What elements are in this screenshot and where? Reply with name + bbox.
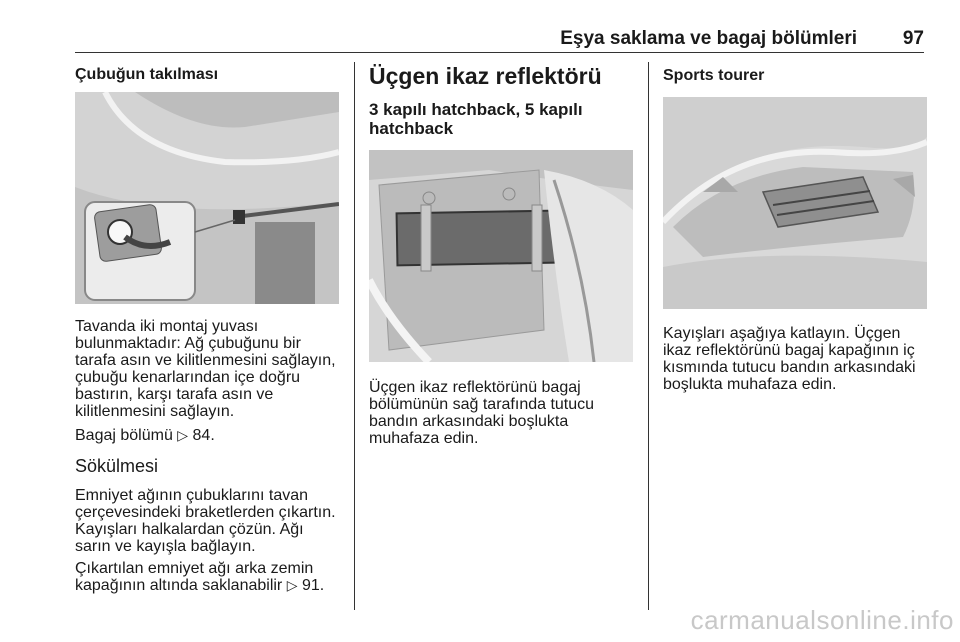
arrow-ref-icon: ▷ bbox=[177, 427, 189, 443]
text-line: Tavanda iki montaj yuvası bbox=[75, 318, 259, 335]
subtitle-line: hatchback bbox=[369, 119, 454, 138]
text-line: Kayışları aşağıya katlayın. Üçgen bbox=[663, 325, 901, 342]
column-1 bbox=[75, 62, 343, 594]
text-line: kısmında tutucu bandın arkasındaki bbox=[663, 359, 916, 376]
column-2 bbox=[369, 62, 633, 447]
cross-reference[interactable] bbox=[75, 577, 343, 594]
text-line: kilitlenmesini sağlayın. bbox=[75, 403, 235, 420]
text-line: Çıkartılan emniyet ağı arka zemin bbox=[75, 560, 314, 577]
text-line: bulunmaktadır: Ağ çubuğunu bir bbox=[75, 335, 301, 352]
text-line: tarafa asın ve kilitlenmesini sağlayın, bbox=[75, 352, 336, 369]
text-line: çubuğu kenarlarından içe doğru bbox=[75, 369, 301, 386]
column-separator-2 bbox=[648, 62, 649, 610]
sports-tourer-reflector-illustration bbox=[663, 97, 927, 309]
text-line: muhafaza edin. bbox=[369, 430, 479, 447]
paragraph bbox=[663, 325, 927, 393]
cross-reference[interactable] bbox=[75, 427, 343, 444]
column-separator-1 bbox=[354, 62, 355, 610]
section-title: Üçgen ikaz reflektörü bbox=[369, 63, 602, 89]
page-header-title: Eşya saklama ve bagaj bölümleri bbox=[560, 28, 857, 49]
page-number: 97 bbox=[902, 28, 924, 49]
column-3 bbox=[663, 62, 927, 393]
text-line: boşlukta muhafaza edin. bbox=[663, 376, 837, 393]
paragraph-1 bbox=[75, 318, 343, 420]
section-heading: Sports tourer bbox=[663, 67, 765, 84]
text-line: Kayışları halkalardan çözün. Ağı bbox=[75, 521, 304, 538]
text-line: Üçgen ikaz reflektörünü bagaj bbox=[369, 379, 581, 396]
text-line: bastırın, karşı tarafa asın ve bbox=[75, 386, 274, 403]
subheading: Sökülmesi bbox=[75, 456, 159, 476]
section-subtitle bbox=[369, 100, 633, 138]
text-line: Emniyet ağının çubuklarını tavan bbox=[75, 487, 309, 504]
header-rule bbox=[75, 52, 924, 53]
text-line: bandın arkasındaki boşlukta bbox=[369, 413, 569, 430]
paragraph-2 bbox=[75, 487, 343, 555]
hatchback-reflector-illustration bbox=[369, 150, 633, 362]
reference-text: Bagaj bölümü bbox=[75, 427, 173, 444]
net-bar-illustration bbox=[75, 92, 339, 304]
text-line: ikaz reflektörünü bagaj kapağının iç bbox=[663, 342, 915, 359]
watermark-text: carmanualsonline.info bbox=[690, 605, 954, 635]
section-heading: Çubuğun takılması bbox=[75, 66, 219, 83]
text-line: sarın ve kayışla bağlayın. bbox=[75, 538, 256, 555]
text-line: bölümünün sağ tarafında tutucu bbox=[369, 396, 595, 413]
arrow-ref-icon: ▷ bbox=[286, 577, 298, 593]
subtitle-line: 3 kapılı hatchback, 5 kapılı bbox=[369, 100, 583, 119]
reference-page: 91. bbox=[301, 577, 325, 594]
paragraph-3 bbox=[75, 560, 343, 594]
reference-page: 84. bbox=[192, 427, 215, 444]
paragraph bbox=[369, 379, 633, 447]
reference-text: kapağının altında saklanabilir bbox=[75, 577, 283, 594]
text-line: çerçevesindeki braketlerden çıkartın. bbox=[75, 504, 336, 521]
